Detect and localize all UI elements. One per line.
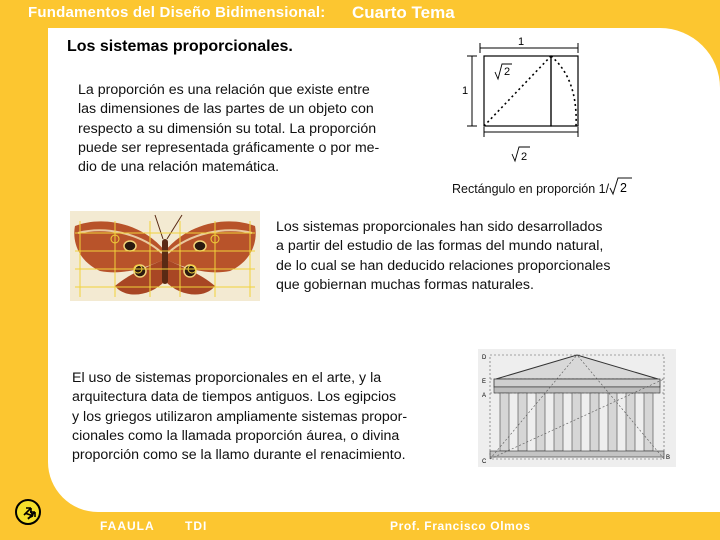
paragraph-natural-forms [276, 218, 666, 295]
text-line: cionales como la llamada proporción áurea, o divina [72, 427, 400, 444]
text-line: La proporción es una relación que existe entre [78, 82, 370, 98]
footer-course-code: TDI [185, 519, 208, 533]
side-label: 1 [462, 85, 469, 97]
text-line: que gobiernan muchas formas naturales. [276, 276, 534, 293]
temple-label-c: C [482, 459, 487, 465]
paragraph-proportion [78, 81, 423, 177]
sqrt-symbol-icon [609, 176, 633, 196]
topic-title: Cuarto Tema [352, 3, 455, 22]
footer-professor: Prof. Francisco Olmos [390, 519, 531, 533]
course-title: Fundamentos del Diseño Bidimensional: [28, 4, 326, 21]
top-label: 1 [518, 36, 525, 48]
root2-rectangle-diagram [458, 34, 588, 174]
paragraph-art-history [72, 369, 462, 465]
section-title: Los sistemas proporcionales. [67, 38, 293, 55]
footer-school: FAAULA [100, 519, 155, 533]
text-line: puede ser representada gráficamente o por me- [78, 139, 380, 156]
caption-root-value: 2 [620, 181, 628, 195]
bottom-label: 2 [521, 151, 528, 163]
caption-text: Rectángulo en proporción 1/ [452, 182, 610, 196]
temple-label-a: A [482, 393, 487, 399]
parthenon-image [478, 349, 676, 467]
text-line: El uso de sistemas proporcionales en el arte, y la [72, 370, 382, 386]
temple-label-e: E [482, 379, 487, 385]
text-line: arquitectura data de tiempos antiguos. Los egipcios [72, 389, 397, 406]
temple-label-d: D [482, 355, 487, 361]
temple-label-b: B [666, 455, 671, 461]
text-line: y los griegos utilizaron ampliamente sistemas propor- [72, 408, 408, 425]
text-line: proporción como se la llamo durante el renacimiento. [72, 447, 406, 464]
header [0, 0, 720, 26]
text-line: respecto a su dimensión su total. La proporción [78, 120, 377, 137]
diagram-caption [452, 176, 633, 196]
forward-arrows-icon[interactable] [14, 498, 42, 526]
inner-label: 2 [504, 66, 511, 78]
text-line: las dimensiones de las partes de un objeto con [78, 101, 374, 118]
text-line: a partir del estudio de las formas del mundo natural, [276, 238, 604, 255]
text-line: de lo cual se han deducido relaciones proporcionales [276, 257, 611, 274]
butterfly-image [70, 211, 260, 301]
text-line: dio de una relación matemática. [78, 159, 280, 176]
text-line: Los sistemas proporcionales han sido desarrollados [276, 219, 603, 235]
